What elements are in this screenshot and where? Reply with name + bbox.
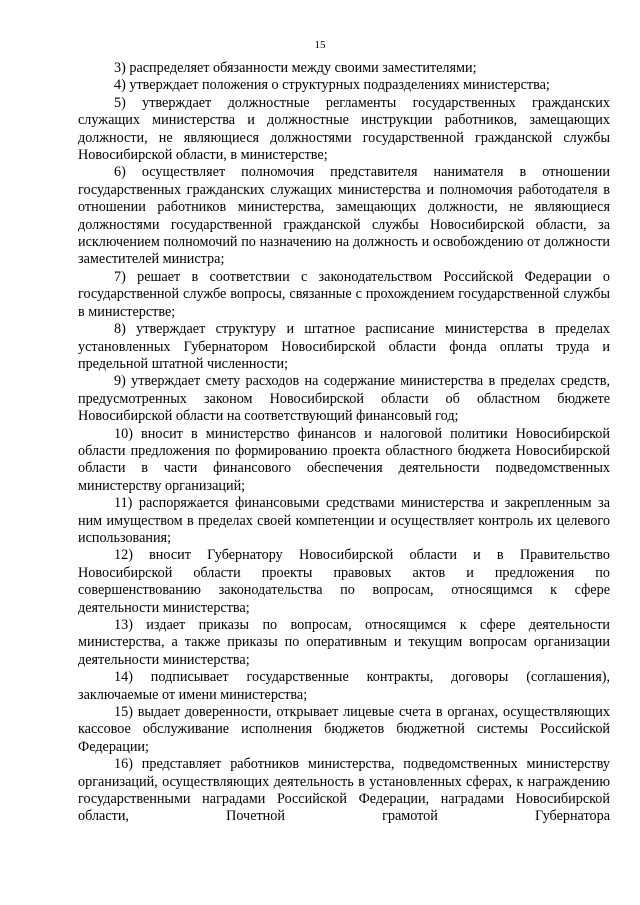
paragraph-item-5: 5) утверждает должностные регламенты государственных гражданских служащих министерства и должностные инструкции работников, замещающих должности, не являющиеся должностями государственной гражданской службы Новосибирской области, в министерстве; bbox=[78, 94, 610, 164]
paragraph-item-10: 10) вносит в министерство финансов и налоговой политики Новосибирской области предложения по формированию проекта областного бюджета Новосибирской области в части финансового обеспечения деятельности подведомственных министерству организаций; bbox=[78, 425, 610, 494]
paragraph-item-11: 11) распоряжается финансовыми средствами министерства и закрепленным за ним имуществом в пределах своей компетенции и осуществляет контроль их целевого использования; bbox=[78, 495, 610, 546]
page-number: 15 bbox=[314, 39, 326, 51]
paragraph-item-13: 13) издает приказы по вопросам, относящимся к сфере деятельности министерства, а также приказы по оперативным и текущим вопросам организации деятельности министерства; bbox=[78, 617, 610, 668]
paragraph-item-8: 8) утверждает структуру и штатное расписание министерства в пределах установленных Губернатором Новосибирской области фонда оплаты труда и предельной штатной численности; bbox=[78, 321, 610, 372]
paragraph-item-12: 12) вносит Губернатору Новосибирской области и в Правительство Новосибирской области проекты правовых актов и предложения по совершенствованию законодательства по вопросам, относящимся к сфере деятельности министерства; bbox=[78, 547, 610, 616]
paragraph-item-16: 16) представляет работников министерства, подведомственных министерству организаций, осуществляющих деятельность в установленных сферах, к награждению государственными наградами Российской Федерации, наградами Новосибирской области, Почетной грамотой Губернатора bbox=[78, 756, 610, 825]
paragraph-item-7: 7) решает в соответствии с законодательством Российской Федерации о государственной службе вопросы, связанные с прохождением государственной службы в министерстве; bbox=[78, 268, 610, 320]
paragraph-item-6: 6) осуществляет полномочия представителя нанимателя в отношении государственных гражданских служащих министерства и полномочия работодателя в отношении работников министерства, замещающих должности, не являющиеся должностями государственной гражданской службы Новосибирской области, за исключением полномочий по назначению на должность и освобождению от должности заместителей министра; bbox=[78, 164, 610, 268]
paragraph-item-3: 3) распределяет обязанности между своими заместителями; bbox=[114, 60, 477, 76]
paragraph-item-15: 15) выдает доверенности, открывает лицевые счета в органах, осуществляющих кассовое обслуживание исполнения бюджетов бюджетной системы Российской Федерации; bbox=[78, 704, 610, 755]
paragraph-item-4: 4) утверждает положения о структурных подразделениях министерства; bbox=[114, 77, 550, 94]
paragraph-item-9: 9) утверждает смету расходов на содержание министерства в пределах средств, предусмотренных законом Новосибирской области об областном бюджете Новосибирской области на соответствующий финансовый год; bbox=[78, 373, 610, 425]
paragraph-item-14: 14) подписывает государственные контракты, договоры (соглашения), заключаемые от имени министерства; bbox=[78, 669, 610, 703]
document-body bbox=[78, 60, 610, 826]
